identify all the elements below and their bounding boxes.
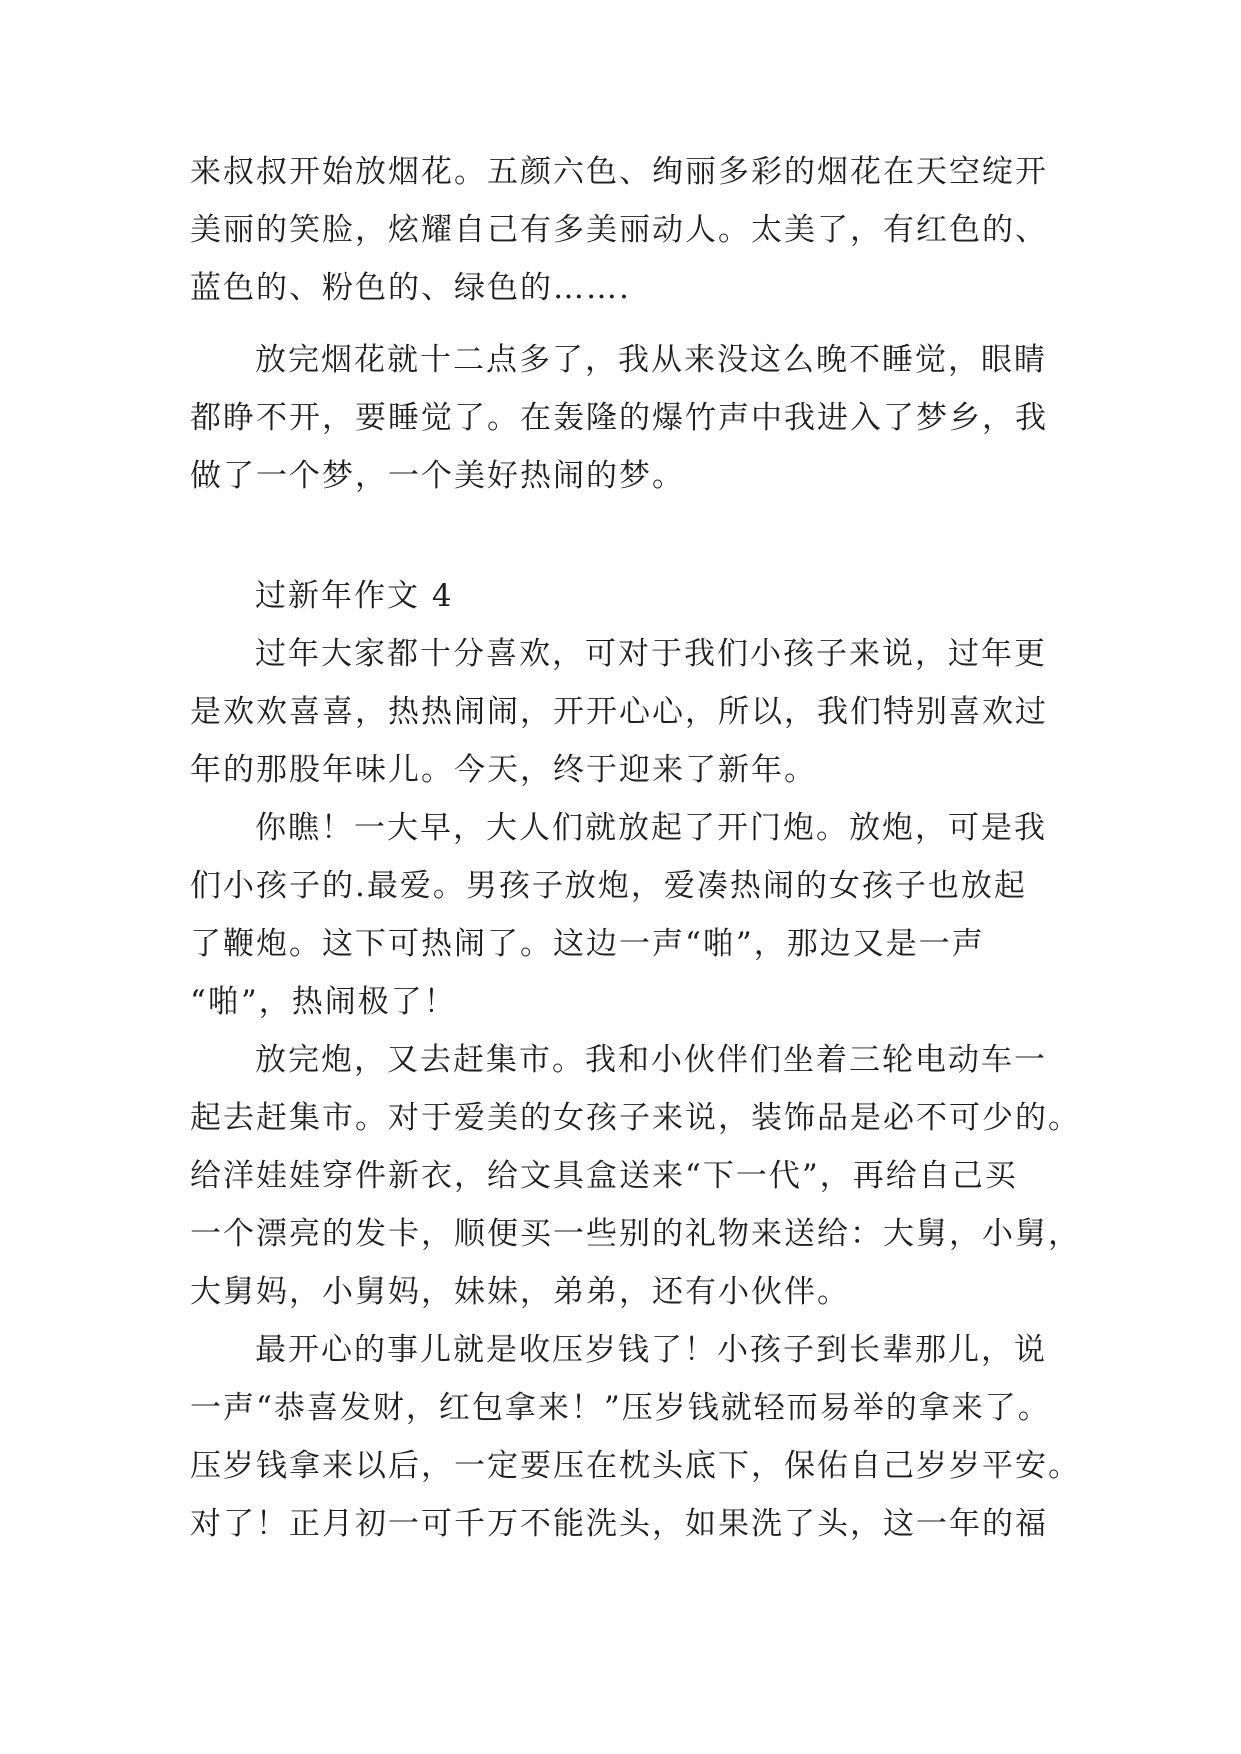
paragraph-start-line: 放完烟花就十二点多了，我从来没这么晚不睡觉，眼睛 — [255, 342, 1047, 378]
paragraph-start-line: 过年大家都十分喜欢，可对于我们小孩子来说，过年更 — [255, 636, 1047, 672]
text-line: 年的那股年味儿。今天，终于迎来了新年。 — [190, 752, 817, 788]
text-line: 压岁钱拿来以后，一定要压在枕头底下，保佑自己岁岁平安。 — [190, 1448, 1081, 1484]
text-line: 蓝色的、粉色的、绿色的……. — [190, 270, 631, 306]
paragraph-start-line: 最开心的事儿就是收压岁钱了！小孩子到长辈那儿，说 — [255, 1332, 1047, 1368]
text-line: 大舅妈，小舅妈，妹妹，弟弟，还有小伙伴。 — [190, 1274, 850, 1310]
text-line: “啪”，热闹极了！ — [190, 984, 457, 1020]
text-line: 一声“恭喜发财，红包拿来！”压岁钱就轻而易举的拿来了。 — [190, 1390, 1051, 1426]
text-line: 对了！正月初一可千万不能洗头，如果洗了头，这一年的福 — [190, 1506, 1048, 1542]
text-line: 给洋娃娃穿件新衣，给文具盒送来“下一代”，再给自己买 — [190, 1158, 1018, 1194]
section-heading: 过新年作文 4 — [255, 578, 454, 614]
text-line: 们小孩子的.最爱。男孩子放炮，爱凑热闹的女孩子也放起 — [190, 868, 1027, 904]
text-line: 都睁不开，要睡觉了。在轰隆的爆竹声中我进入了梦乡，我 — [190, 400, 1048, 436]
text-line: 了鞭炮。这下可热闹了。这边一声“啪”，那边又是一声 — [190, 926, 985, 962]
text-line: 美丽的笑脸，炫耀自己有多美丽动人。太美了，有红色的、 — [190, 212, 1048, 248]
paragraph-start-line: 你瞧！一大早，大人们就放起了开门炮。放炮，可是我 — [255, 810, 1047, 846]
text-line: 来叔叔开始放烟花。五颜六色、绚丽多彩的烟花在天空绽开 — [190, 154, 1048, 190]
text-line: 是欢欢喜喜，热热闹闹，开开心心，所以，我们特别喜欢过 — [190, 694, 1048, 730]
paragraph-start-line: 放完炮，又去赶集市。我和小伙伴们坐着三轮电动车一 — [255, 1042, 1047, 1078]
text-line: 起去赶集市。对于爱美的女孩子来说，装饰品是必不可少的。 — [190, 1100, 1081, 1136]
text-line: 一个漂亮的发卡，顺便买一些别的礼物来送给：大舅，小舅， — [190, 1216, 1081, 1252]
text-line: 做了一个梦，一个美好热闹的梦。 — [190, 458, 685, 494]
